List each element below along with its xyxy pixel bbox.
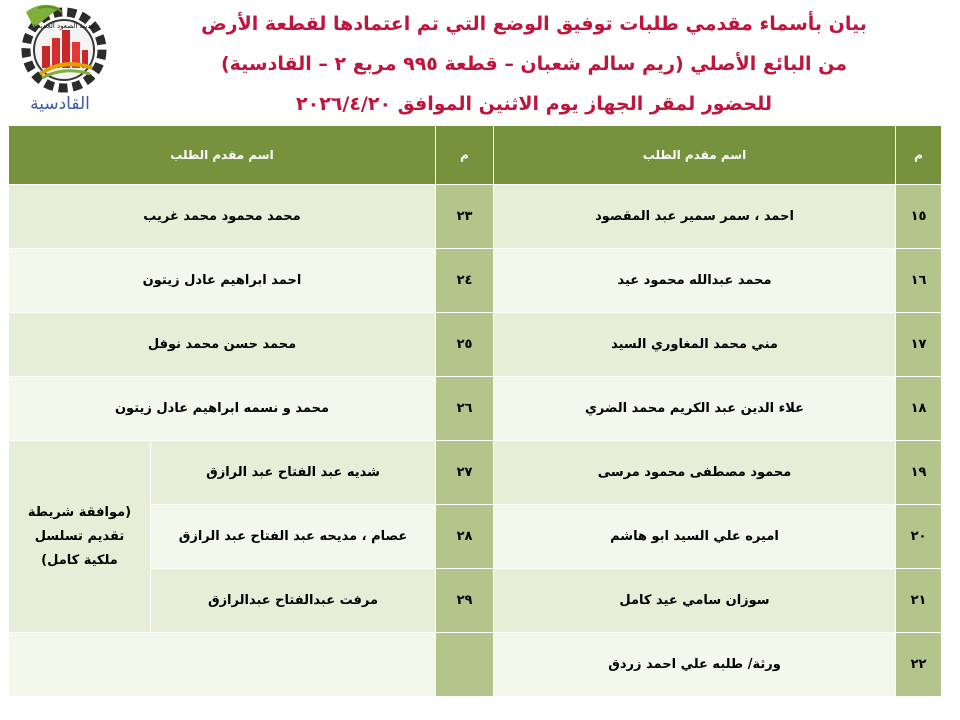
heading-line-3: للحضور لمقر الجهاز يوم الاثنين الموافق ٢٠٢٦/٤/٢٠	[296, 93, 772, 115]
header-number: م	[896, 126, 942, 185]
condition-note-line-1: (موافقة شريطة	[27, 504, 132, 520]
applicant-name: محمد عبدالله محمود عيد	[494, 249, 896, 313]
applicant-name-2: محمد حسن محمد نوفل	[9, 313, 436, 377]
row-number: ١٧	[896, 313, 942, 377]
table-row	[9, 249, 942, 313]
applicant-name: محمود مصطفى محمود مرسى	[494, 441, 896, 505]
applicant-name: علاء الدين عبد الكريم محمد الضري	[494, 377, 896, 441]
gear-city-emblem	[8, 2, 120, 98]
condition-note-line-2: تقديم تسلسل	[34, 528, 125, 544]
applicant-name-2: مرفت عبدالفتاح عبدالرازق	[151, 569, 436, 633]
table-row	[9, 377, 942, 441]
row-number-2: ٢٩	[436, 569, 494, 633]
applicant-name-2	[9, 633, 436, 697]
applicant-name-2: محمد و نسمه ابراهيم عادل زيتون	[9, 377, 436, 441]
applicant-name: اميره علي السيد ابو هاشم	[494, 505, 896, 569]
applicant-name-2: عصام ، مديحه عبد الفتاح عبد الرازق	[151, 505, 436, 569]
logo-arc-text: مدينة الصعود الجديدة	[33, 22, 95, 30]
condition-note-line-3: ملكية كامل)	[41, 552, 118, 568]
header-applicant-name: اسم مقدم الطلب	[494, 126, 896, 185]
applicant-name: مني محمد المغاوري السيد	[494, 313, 896, 377]
header-number-2: م	[436, 126, 494, 185]
row-number-2: ٢٣	[436, 185, 494, 249]
applicants-table	[8, 125, 942, 697]
row-number-2: ٢٤	[436, 249, 494, 313]
logo-caption: القادسية	[30, 94, 90, 114]
condition-note	[9, 441, 151, 633]
applicant-name-2: احمد ابراهيم عادل زيتون	[9, 249, 436, 313]
table-row	[9, 441, 942, 505]
applicant-name: ورثة/ طلبه علي احمد زردق	[494, 633, 896, 697]
applicant-name-2: شديه عبد الفتاح عبد الرازق	[151, 441, 436, 505]
row-number-2: ٢٧	[436, 441, 494, 505]
row-number: ١٥	[896, 185, 942, 249]
applicant-name-2: محمد محمود محمد غريب	[9, 185, 436, 249]
row-number: ٢٠	[896, 505, 942, 569]
row-number: ٢٢	[896, 633, 942, 697]
row-number: ٢١	[896, 569, 942, 633]
table-header-row	[9, 126, 942, 185]
table-row	[9, 185, 942, 249]
page-heading	[134, 4, 934, 124]
row-number-2: ٢٨	[436, 505, 494, 569]
row-number-2	[436, 633, 494, 697]
row-number: ١٨	[896, 377, 942, 441]
row-number-2: ٢٦	[436, 377, 494, 441]
row-number: ١٦	[896, 249, 942, 313]
table-row	[9, 313, 942, 377]
applicant-name: سوزان سامي عيد كامل	[494, 569, 896, 633]
row-number-2: ٢٥	[436, 313, 494, 377]
table-row	[9, 633, 942, 697]
header-applicant-name-2: اسم مقدم الطلب	[9, 126, 436, 185]
heading-line-1: بيان بأسماء مقدمي طلبات توفيق الوضع التي تم اعتمادها لقطعة الأرض	[201, 13, 867, 35]
row-number: ١٩	[896, 441, 942, 505]
heading-line-2: من البائع الأصلي (ريم سالم شعبان – قطعة ٩٩٥ مربع ٢ – القادسية)	[220, 53, 848, 75]
applicant-name: احمد ، سمر سمير عبد المقصود	[494, 185, 896, 249]
